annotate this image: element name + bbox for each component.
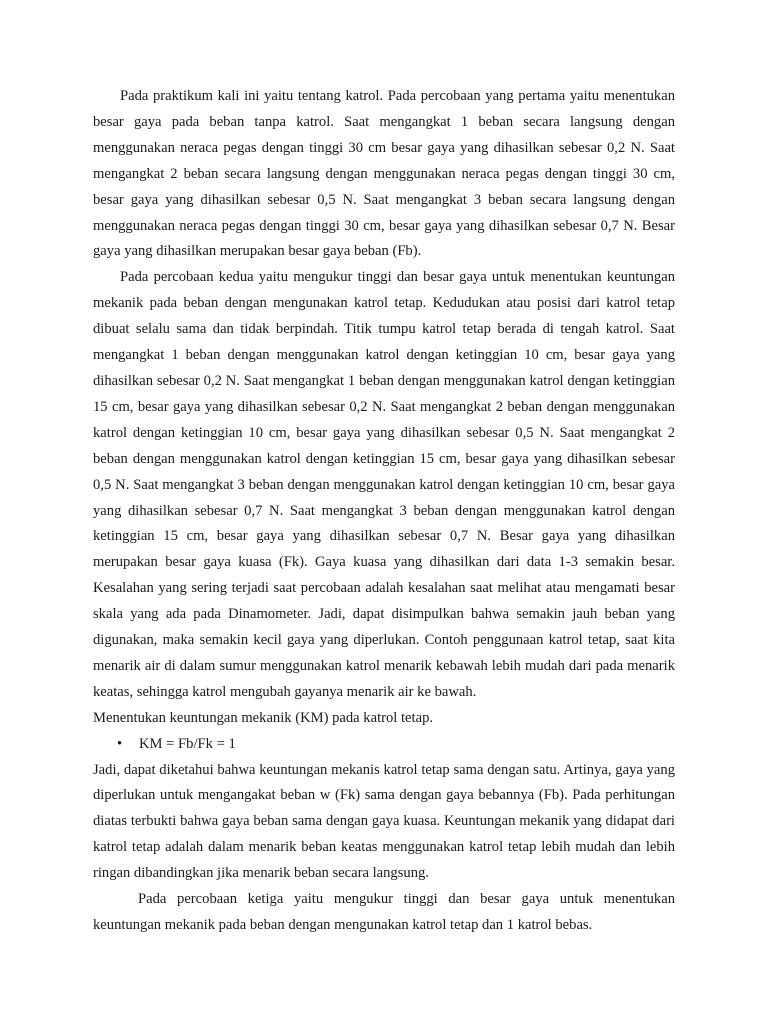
document-page xyxy=(93,84,675,939)
formula-list xyxy=(93,732,675,758)
paragraph-second-experiment: Pada percobaan kedua yaitu mengukur tinggi dan besar gaya untuk menentukan keuntungan mekanik pada beban dengan mengunakan katrol tetap. Kedudukan atau posisi dari katrol tetap dibuat selalu sama dan tidak berpindah. Titik tumpu katrol tetap berada di tengah katrol. Saat mengangkat 1 beban dengan menggunakan katrol dengan ketinggian 10 cm, besar gaya yang dihasilkan sebesar 0,2 N. Saat mengangkat 1 beban dengan menggunakan katrol dengan ketinggian 15 cm, besar gaya yang dihasilkan sebesar 0,2 N. Saat mengangkat 2 beban dengan menggunakan katrol dengan ketinggian 10 cm, besar gaya yang dihasilkan sebesar 0,5 N. Saat mengangkat 2 beban dengan menggunakan katrol dengan ketinggian 15 cm, besar gaya yang dihasilkan sebesar 0,5 N. Saat mengangkat 3 beban dengan menggunakan katrol dengan ketinggian 10 cm, besar gaya yang dihasilkan sebesar 0,7 N. Saat mengangkat 3 beban dengan menggunakan katrol dengan ketinggian 15 cm, besar gaya yang dihasilkan sebesar 0,7 N. Besar gaya yang dihasilkan merupakan besar gaya kuasa (Fk). Gaya kuasa yang dihasilkan dari data 1-3 semakin besar. Kesalahan yang sering terjadi saat percobaan adalah kesalahan saat melihat atau mengamati besar skala yang ada pada Dinamometer. Jadi, dapat disimpulkan bahwa semakin jauh beban yang digunakan, maka semakin kecil gaya yang diperlukan. Contoh penggunaan katrol tetap, saat kita menarik air di dalam sumur menggunakan katrol menarik kebawah lebih mudah dari pada menarik keatas, sehingga katrol mengubah gayanya menarik air ke bawah. xyxy=(93,269,675,700)
km-heading: Menentukan keuntungan mekanik (KM) pada katrol tetap. xyxy=(93,709,434,726)
paragraph-conclusion: Jadi, dapat diketahui bahwa keuntungan mekanis katrol tetap sama dengan satu. Artinya, gaya yang diperlukan untuk mengangakat beban w (Fk) sama dengan gaya bebannya (Fb). Pada perhitungan diatas terbukti bahwa gaya beban sama dengan gaya kuasa. Keuntungan mekanik yang didapat dari katrol tetap adalah dalam menarik beban keatas menggunakan katrol tetap lebih mudah dan lebih ringan dibandingkan jika menarik beban secara langsung. xyxy=(93,761,675,882)
list-item xyxy=(93,732,675,758)
km-formula: KM = Fb/Fk = 1 xyxy=(139,735,236,752)
bullet-icon: • xyxy=(117,735,123,752)
paragraph-third-experiment: Pada percobaan ketiga yaitu mengukur tinggi dan besar gaya untuk menentukan keuntungan mekanik pada beban dengan mengunakan katrol tetap dan 1 katrol bebas. xyxy=(93,891,675,933)
paragraph-first-experiment: Pada praktikum kali ini yaitu tentang katrol. Pada percobaan yang pertama yaitu menentukan besar gaya pada beban tanpa katrol. Saat mengangkat 1 beban secara langsung dengan menggunakan neraca pegas dengan tinggi 30 cm besar gaya yang dihasilkan sebesar 0,2 N. Saat mengangkat 2 beban secara langsung dengan menggunakan neraca pegas dengan tinggi 30 cm, besar gaya yang dihasilkan sebesar 0,5 N. Saat mengangkat 3 beban secara langsung dengan menggunakan neraca pegas dengan tinggi 30 cm, besar gaya yang dihasilkan sebesar 0,7 N. Besar gaya yang dihasilkan merupakan besar gaya beban (Fb). xyxy=(93,88,675,260)
